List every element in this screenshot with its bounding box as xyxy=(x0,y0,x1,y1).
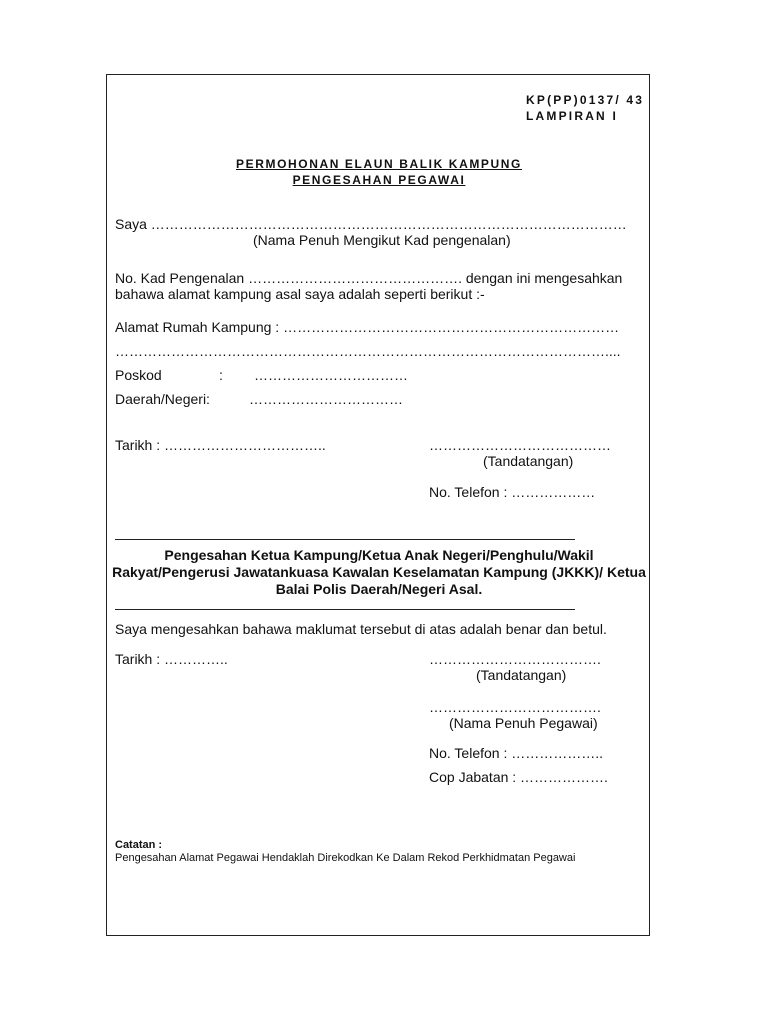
daerah-field: …………………………… xyxy=(249,391,403,407)
endorsement-heading-line1: Pengesahan Ketua Kampung/Ketua Anak Negeri/Penghulu/Wakil xyxy=(164,547,594,563)
endorser-signature-line: ………………………………. xyxy=(429,651,601,667)
divider-bottom xyxy=(115,609,575,610)
name-hint: (Nama Penuh Mengikut Kad pengenalan) xyxy=(253,232,511,248)
divider-top xyxy=(115,539,575,540)
confirmation-statement: Saya mengesahkan bahawa maklumat tersebut di atas adalah benar dan betul. xyxy=(115,621,607,637)
address-field: Alamat Rumah Kampung : ……………………………………………………………… xyxy=(115,319,620,335)
ic-number-field: No. Kad Pengenalan ………………………………………. dengan ini mengesahkan xyxy=(115,270,623,286)
attachment-label: LAMPIRAN I xyxy=(526,109,618,123)
endorser-name-label: (Nama Penuh Pegawai) xyxy=(449,715,598,731)
reference-code: KP(PP)0137/ 43 xyxy=(526,93,645,107)
form-page xyxy=(106,74,650,936)
endorsement-heading-line2: Rakyat/Pengerusi Jawatankuasa Kawalan Keselamatan Kampung (JKKK)/ Ketua xyxy=(112,564,646,580)
daerah-label: Daerah/Negeri: xyxy=(115,391,210,407)
endorser-name-line: ………………………………. xyxy=(429,699,601,715)
ic-statement: bahawa alamat kampung asal saya adalah seperti berikut :- xyxy=(115,286,485,302)
address-field-line2: …………………………………………………………………………………………….... xyxy=(115,343,621,359)
name-field: Saya ………………………………………………………………………………………… xyxy=(115,216,627,232)
poskod-field: …………………………… xyxy=(254,367,408,383)
signature-line: ………………………………… xyxy=(429,437,611,453)
endorser-date-field: Tarikh : ………….. xyxy=(115,651,228,667)
form-subtitle: PENGESAHAN PEGAWAI xyxy=(292,173,466,187)
date-field: Tarikh : …………………………….. xyxy=(115,437,326,453)
note-label: Catatan : xyxy=(115,839,163,851)
note-text: Pengesahan Alamat Pegawai Hendaklah Direkodkan Ke Dalam Rekod Perkhidmatan Pegawai xyxy=(115,852,576,864)
endorser-signature-label: (Tandatangan) xyxy=(476,667,567,683)
signature-label: (Tandatangan) xyxy=(483,453,574,469)
phone-field: No. Telefon : ……………… xyxy=(429,484,596,500)
poskod-label: Poskod xyxy=(115,367,162,383)
poskod-colon: : xyxy=(219,367,223,383)
endorsement-heading-line3: Balai Polis Daerah/Negeri Asal. xyxy=(275,581,483,597)
department-stamp-field: Cop Jabatan : ………………. xyxy=(429,769,608,785)
form-title: PERMOHONAN ELAUN BALIK KAMPUNG xyxy=(236,157,522,171)
endorser-phone-field: No. Telefon : ……………….. xyxy=(429,745,604,761)
